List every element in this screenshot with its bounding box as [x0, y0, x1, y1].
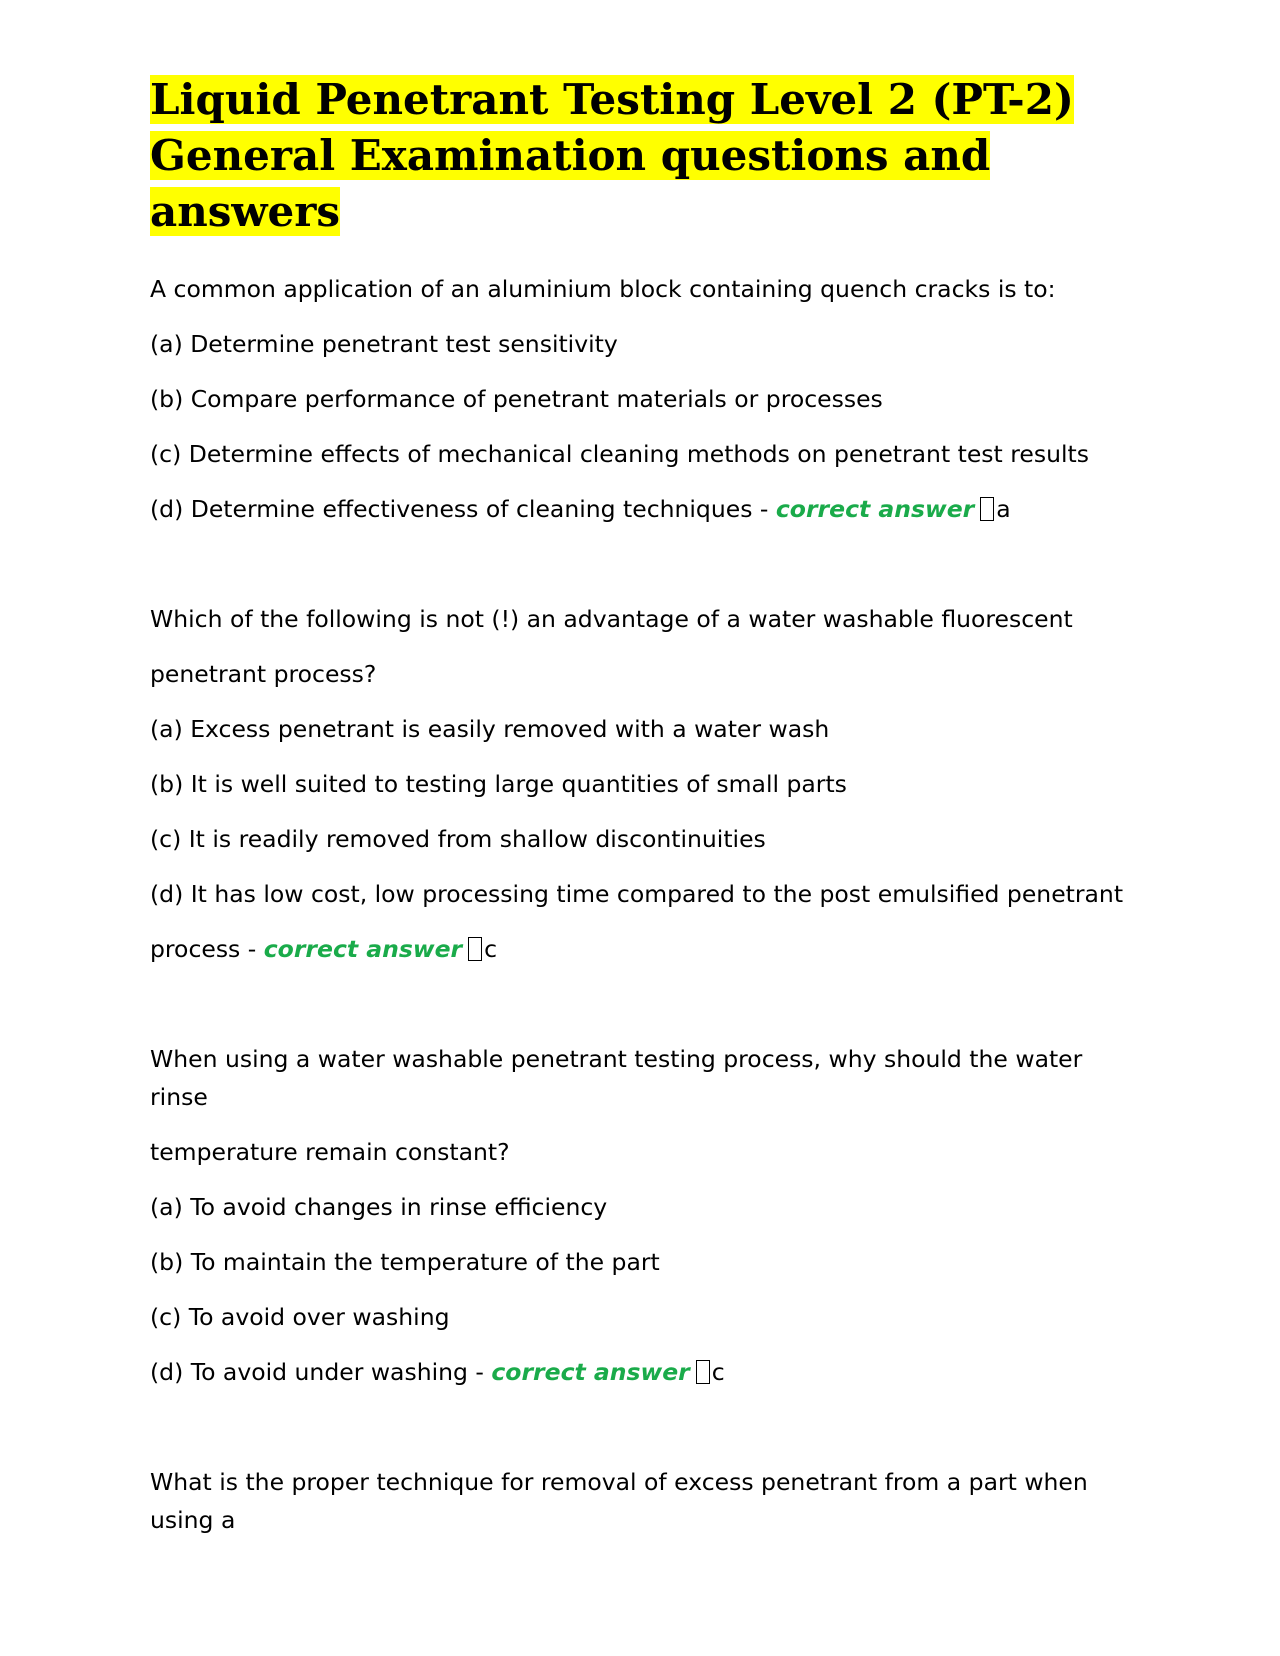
- q1-option-d: (d) Determine effectiveness of cleaning techniques -: [150, 495, 769, 523]
- q1-option-d-row: [150, 482, 1140, 537]
- q3-correct-answer-label: correct answer: [491, 1358, 690, 1386]
- q2-option-b: (b) It is well suited to testing large quantities of small parts: [150, 770, 847, 798]
- q3-option-d-row: [150, 1345, 1140, 1400]
- spacer: [150, 1400, 1140, 1455]
- q3-question-line-2: temperature remain constant?: [150, 1138, 510, 1166]
- q2-answer-letter: c: [484, 935, 498, 963]
- q2-option-d-line-1: (d) It has low cost, low processing time compared to the post emulsified penetrant: [150, 880, 1124, 908]
- q2-option-a: (a) Excess penetrant is easily removed with a water wash: [150, 715, 830, 743]
- spacer: [150, 977, 1140, 1032]
- q1-answer-letter: a: [996, 495, 1011, 523]
- title-line-2: General Examination questions and answers: [150, 131, 991, 236]
- q3-question-line-1: When using a water washable penetrant testing process, why should the water rinse: [150, 1045, 1083, 1111]
- q3-option-a: (a) To avoid changes in rinse efficiency: [150, 1193, 608, 1221]
- q2-option-d-line-2: process -: [150, 935, 257, 963]
- q1-option-a: (a) Determine penetrant test sensitivity: [150, 330, 618, 358]
- q2-option-c: (c) It is readily removed from shallow discontinuities: [150, 825, 766, 853]
- missing-glyph-box-icon: [980, 497, 994, 521]
- q1-question: A common application of an aluminium block containing quench cracks is to:: [150, 275, 1056, 303]
- q2-correct-answer-label: correct answer: [263, 935, 463, 963]
- q4-question-line-1: What is the proper technique for removal of excess penetrant from a part when using a: [150, 1468, 1088, 1534]
- q3-option-d: (d) To avoid under washing -: [150, 1358, 484, 1386]
- q2-question-line-2: penetrant process?: [150, 660, 377, 688]
- q3-option-b: (b) To maintain the temperature of the part: [150, 1248, 660, 1276]
- q3-answer-letter: c: [711, 1358, 725, 1386]
- q1-correct-answer-label: correct answer: [775, 495, 975, 523]
- missing-glyph-box-icon: [468, 937, 482, 961]
- q1-option-b: (b) Compare performance of penetrant materials or processes: [150, 385, 883, 413]
- q3-option-c: (c) To avoid over washing: [150, 1303, 450, 1331]
- q2-question-line-1: Which of the following is not (!) an advantage of a water washable fluorescent: [150, 605, 1073, 633]
- document-title: [150, 72, 1140, 240]
- q1-option-c: (c) Determine effects of mechanical cleaning methods on penetrant test results: [150, 440, 1089, 468]
- missing-glyph-box-icon: [696, 1360, 710, 1384]
- spacer: [150, 537, 1140, 592]
- title-line-1: Liquid Penetrant Testing Level 2 (PT-2): [150, 75, 1074, 124]
- q2-option-d-row: [150, 922, 1140, 977]
- document-content: [150, 72, 1140, 1548]
